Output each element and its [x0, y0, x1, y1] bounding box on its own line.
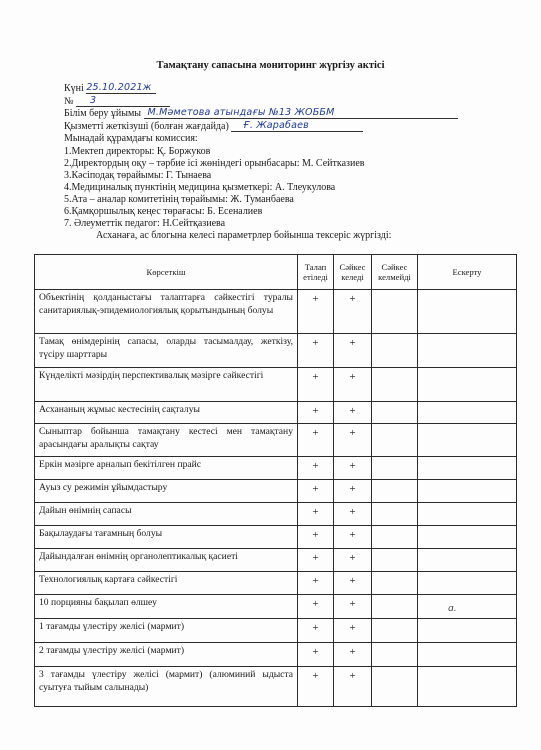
document-title: Тамақтану сапасына мониторинг жүргізу актісі [156, 60, 385, 71]
row-compliant: + [334, 368, 372, 402]
header-noncompliant: Сәйкес келмейді [372, 255, 418, 290]
supplier-line [64, 120, 363, 132]
row-required: + [298, 595, 334, 619]
commission-member: 6.Қамқоршылық кеңес төрағасы: Б. Есеналиев [64, 206, 263, 217]
row-label: Тамақ өнімдерінің сапасы, оларды тасымалдау, жеткізу, түсіру шарттары [35, 334, 298, 368]
row-compliant: + [334, 667, 372, 707]
row-required: + [298, 290, 334, 334]
row-compliant: + [334, 457, 372, 480]
table-header-row [35, 255, 517, 290]
row-required: + [298, 667, 334, 707]
row-noncompliant [372, 526, 418, 549]
row-noncompliant [372, 619, 418, 643]
row-required: + [298, 572, 334, 595]
row-noncompliant [372, 368, 418, 402]
row-label: Сыныптар бойынша тамақтану кестесі мен тамақтану арасындағы аралықты сақтау [35, 424, 298, 457]
commission-member: 2.Директордың оқу – тәрбие ісі жөніндегі орынбасары: М. Сейтказиев [64, 158, 365, 169]
table-row [35, 572, 517, 595]
row-compliant: + [334, 424, 372, 457]
row-label: Күнделікті мәзірдің перспективалық мәзірге сәйкестігі [35, 368, 298, 402]
number-line [64, 95, 170, 107]
row-noncompliant [372, 643, 418, 667]
row-compliant: + [334, 402, 372, 424]
row-noncompliant [372, 480, 418, 503]
table-row [35, 480, 517, 503]
row-required: + [298, 503, 334, 526]
row-noncompliant [372, 402, 418, 424]
row-required: + [298, 457, 334, 480]
row-compliant: + [334, 334, 372, 368]
row-note [418, 549, 517, 572]
number-label: № [64, 96, 74, 107]
commission-member: 5.Ата – аналар комитетінің төрайымы: Ж. Туманбаева [64, 194, 294, 205]
table-row [35, 643, 517, 667]
row-compliant: + [334, 549, 372, 572]
row-required: + [298, 549, 334, 572]
school-line [64, 107, 458, 119]
row-noncompliant [372, 334, 418, 368]
header-indicator: Көрсеткіш [35, 255, 298, 290]
monitoring-table [34, 254, 517, 707]
commission-member: 3.Кәсіподақ төрайымы: Г. Тынаева [64, 170, 212, 181]
row-note [418, 334, 517, 368]
row-compliant: + [334, 643, 372, 667]
row-compliant: + [334, 572, 372, 595]
table-row [35, 457, 517, 480]
row-note [418, 572, 517, 595]
row-note [418, 667, 517, 707]
handwritten-mark: ɑ. [448, 604, 457, 614]
row-label: 2 тағамды үлестіру желісі (мармит) [35, 643, 298, 667]
row-note [418, 526, 517, 549]
row-compliant: + [334, 480, 372, 503]
row-required: + [298, 526, 334, 549]
table-row [35, 549, 517, 572]
row-label: Технологиялық картаға сәйкестігі [35, 572, 298, 595]
row-note [418, 480, 517, 503]
header-compliant: Сәйкес келеді [334, 255, 372, 290]
row-label: Объектінің қолданыстағы талаптарға сәйкестігі туралы санитариялық-эпидемиологиялық қорытындының болуы [35, 290, 298, 334]
header-note: Ескерту [418, 255, 517, 290]
row-label: 10 порцияны бақылап өлшеу [35, 595, 298, 619]
school-label: Білім беру ұйымы [64, 108, 141, 119]
row-noncompliant [372, 457, 418, 480]
date-line [64, 82, 156, 94]
row-note [418, 424, 517, 457]
table-row [35, 526, 517, 549]
table-row [35, 402, 517, 424]
row-label: 1 тағамды үлестіру желісі (мармит) [35, 619, 298, 643]
row-compliant: + [334, 595, 372, 619]
row-label: Дайындалған өнімнің органолептикалық қасиеті [35, 549, 298, 572]
row-noncompliant [372, 424, 418, 457]
date-label: Күні [64, 83, 84, 94]
commission-intro: Мынадай құрамдағы комиссия: [64, 133, 198, 144]
supplier-label: Қызметті жеткізуші (болған жағдайда) [64, 121, 229, 132]
row-required: + [298, 643, 334, 667]
row-label: Асхананың жұмыс кестесінің сақталуы [35, 402, 298, 424]
inspection-instruction: Асханаға, ас блогына келесі параметрлер бойынша тексеріс жүргізді: [96, 230, 392, 241]
date-value: 25.10.2021ж [86, 82, 152, 93]
number-value: 3 [90, 95, 97, 106]
row-required: + [298, 402, 334, 424]
row-label: Еркін мәзірге арналып бекітілген прайс [35, 457, 298, 480]
row-required: + [298, 480, 334, 503]
table-row [35, 424, 517, 457]
row-compliant: + [334, 503, 372, 526]
table-row [35, 290, 517, 334]
table-row [35, 619, 517, 643]
row-noncompliant [372, 549, 418, 572]
row-compliant: + [334, 619, 372, 643]
row-label: 3 тағамды үлестіру желісі (мармит) (алюминий ыдыста суытуға тыйым салынады) [35, 667, 298, 707]
row-label: Ауыз су режимін ұйымдастыру [35, 480, 298, 503]
row-required: + [298, 619, 334, 643]
row-compliant: + [334, 526, 372, 549]
row-required: + [298, 334, 334, 368]
table-row [35, 595, 517, 619]
row-required: + [298, 424, 334, 457]
row-note [418, 503, 517, 526]
row-noncompliant [372, 290, 418, 334]
school-value: М.Мәметова атындағы №13 ЖОББМ [147, 107, 335, 118]
table-row [35, 368, 517, 402]
row-label: Дайын өнімнің сапасы [35, 503, 298, 526]
commission-member: 7. Әлеуметтік педагог: Н.Сейтқазиева [64, 218, 226, 229]
commission-member: 4.Медициналық пунктінің медицина қызметкері: А. Тлеукулова [64, 182, 336, 193]
row-note [418, 457, 517, 480]
commission-member: 1.Мектеп директоры: Қ. Боржуков [64, 146, 211, 157]
row-note [418, 290, 517, 334]
row-noncompliant [372, 503, 418, 526]
table-row [35, 667, 517, 707]
supplier-value: Ғ. Жарабаев [243, 120, 309, 131]
header-required: Талап етіледі [298, 255, 334, 290]
row-note [418, 595, 517, 619]
table-row [35, 503, 517, 526]
row-noncompliant [372, 667, 418, 707]
row-note [418, 402, 517, 424]
row-required: + [298, 368, 334, 402]
row-label: Бақылаудағы тағамның болуы [35, 526, 298, 549]
row-note [418, 368, 517, 402]
table-row [35, 334, 517, 368]
row-note [418, 643, 517, 667]
row-noncompliant [372, 572, 418, 595]
row-note [418, 619, 517, 643]
row-noncompliant [372, 595, 418, 619]
row-compliant: + [334, 290, 372, 334]
